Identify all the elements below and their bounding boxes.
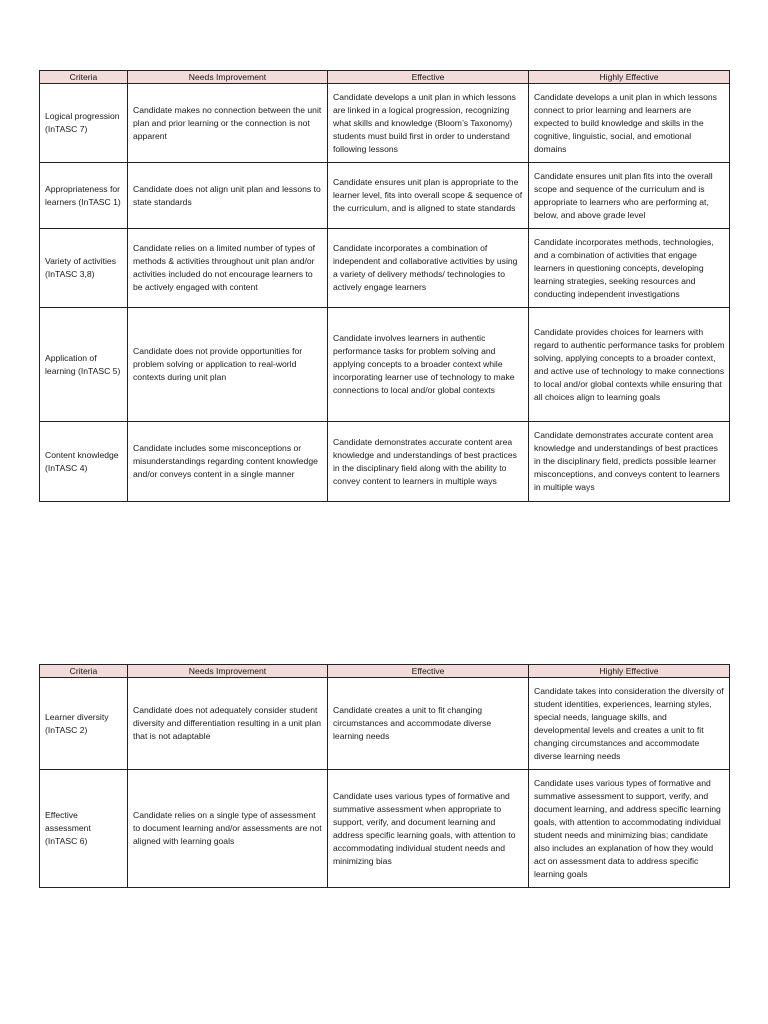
needs-improvement-cell: Candidate makes no connection between the unit plan and prior learning or the connection is not apparent (128, 84, 328, 163)
effective-cell: Candidate involves learners in authentic performance tasks for problem solving and applying concepts to a broader context while incorporating learner use of technology to make connections to local and/or global contexts (328, 308, 529, 422)
highly-effective-cell: Candidate uses various types of formative and summative assessment to support, verify, and document learning, and address specific learning goals, with attention to accommodating individual student needs and minimizing bias; candidate also includes an explanation of how they would act on assessment data to address specific learning goals (529, 770, 730, 888)
highly-effective-cell: Candidate incorporates methods, technologies, and a combination of activities that engage learners in questioning concepts, developing learning strategies, seeking resources and conducting independent investigations (529, 229, 730, 308)
needs-improvement-cell: Candidate does not align unit plan and lessons to state standards (128, 163, 328, 229)
effective-cell: Candidate ensures unit plan is appropriate to the learner level, fits into overall scope & sequence of the curriculum, and is aligned to state standards (328, 163, 529, 229)
effective-cell: Candidate develops a unit plan in which lessons are linked in a logical progression, recognizing what skills and knowledge (Bloom’s Taxonomy) students must build first in order to understand following lessons (328, 84, 529, 163)
criteria-cell: Application of learning (InTASC 5) (40, 308, 128, 422)
criteria-cell: Learner diversity (InTASC 2) (40, 678, 128, 770)
needs-improvement-cell: Candidate does not provide opportunities for problem solving or application to real-world contexts during unit plan (128, 308, 328, 422)
table-row (40, 84, 730, 163)
effective-cell: Candidate creates a unit to fit changing circumstances and accommodate diverse learning needs (328, 678, 529, 770)
criteria-cell: Content knowledge (InTASC 4) (40, 422, 128, 502)
effective-cell: Candidate demonstrates accurate content area knowledge and understandings of best practices in the disciplinary field along with the ability to convey content to learners in multiple ways (328, 422, 529, 502)
table-row (40, 678, 730, 770)
criteria-cell: Effective assessment (InTASC 6) (40, 770, 128, 888)
needs-improvement-cell: Candidate includes some misconceptions or misunderstandings regarding content knowledge and/or conveys content in a single manner (128, 422, 328, 502)
highly-effective-cell: Candidate takes into consideration the diversity of student identities, experiences, learning styles, special needs, language skills, and developmental levels and creates a unit to fit changing circumstances and accommodate diverse learning needs (529, 678, 730, 770)
needs-improvement-cell: Candidate relies on a limited number of types of methods & activities throughout unit plan and/or activities included do not encourage learners to be actively engaged with content (128, 229, 328, 308)
criteria-cell: Appropriateness for learners (InTASC 1) (40, 163, 128, 229)
highly-effective-cell: Candidate develops a unit plan in which lessons connect to prior learning and learners are expected to build knowledge and skills in the cognitive, linguistic, social, and emotional domains (529, 84, 730, 163)
table-row (40, 422, 730, 502)
needs-improvement-cell: Candidate relies on a single type of assessment to document learning and/or assessments are not aligned with learning goals (128, 770, 328, 888)
highly-effective-cell: Candidate ensures unit plan fits into the overall scope and sequence of the curriculum and is appropriate to learners who are performing at, below, and above grade level (529, 163, 730, 229)
table-row (40, 770, 730, 888)
header-needs-improvement: Needs Improvement (128, 665, 328, 678)
effective-cell: Candidate incorporates a combination of independent and collaborative activities by using a variety of delivery methods/ technologies to actively engage learners (328, 229, 529, 308)
rubric-table-1 (39, 70, 730, 502)
rubric-table-2 (39, 664, 730, 888)
header-effective: Effective (328, 71, 529, 84)
table-header-row (40, 665, 730, 678)
highly-effective-cell: Candidate demonstrates accurate content area knowledge and understandings of best practices in the disciplinary field, predicts possible learner misconceptions, and conveys content to learners in multiple ways (529, 422, 730, 502)
highly-effective-cell: Candidate provides choices for learners with regard to authentic performance tasks for problem solving, applying concepts to a broader context, and active use of technology to make connections to local and/or global contexts while ensuring that all choices align to learning goals (529, 308, 730, 422)
header-needs-improvement: Needs Improvement (128, 71, 328, 84)
header-criteria: Criteria (40, 665, 128, 678)
table-row (40, 308, 730, 422)
table-row (40, 229, 730, 308)
header-highly-effective: Highly Effective (529, 71, 730, 84)
criteria-cell: Logical progression (InTASC 7) (40, 84, 128, 163)
criteria-cell: Variety of activities (InTASC 3,8) (40, 229, 128, 308)
header-effective: Effective (328, 665, 529, 678)
needs-improvement-cell: Candidate does not adequately consider student diversity and differentiation resulting in a unit plan that is not adaptable (128, 678, 328, 770)
table-row (40, 163, 730, 229)
header-highly-effective: Highly Effective (529, 665, 730, 678)
effective-cell: Candidate uses various types of formative and summative assessment when appropriate to support, verify, and document learning and address specific learning goals, with attention to accommodating individual student needs and minimizing bias (328, 770, 529, 888)
table-header-row (40, 71, 730, 84)
header-criteria: Criteria (40, 71, 128, 84)
